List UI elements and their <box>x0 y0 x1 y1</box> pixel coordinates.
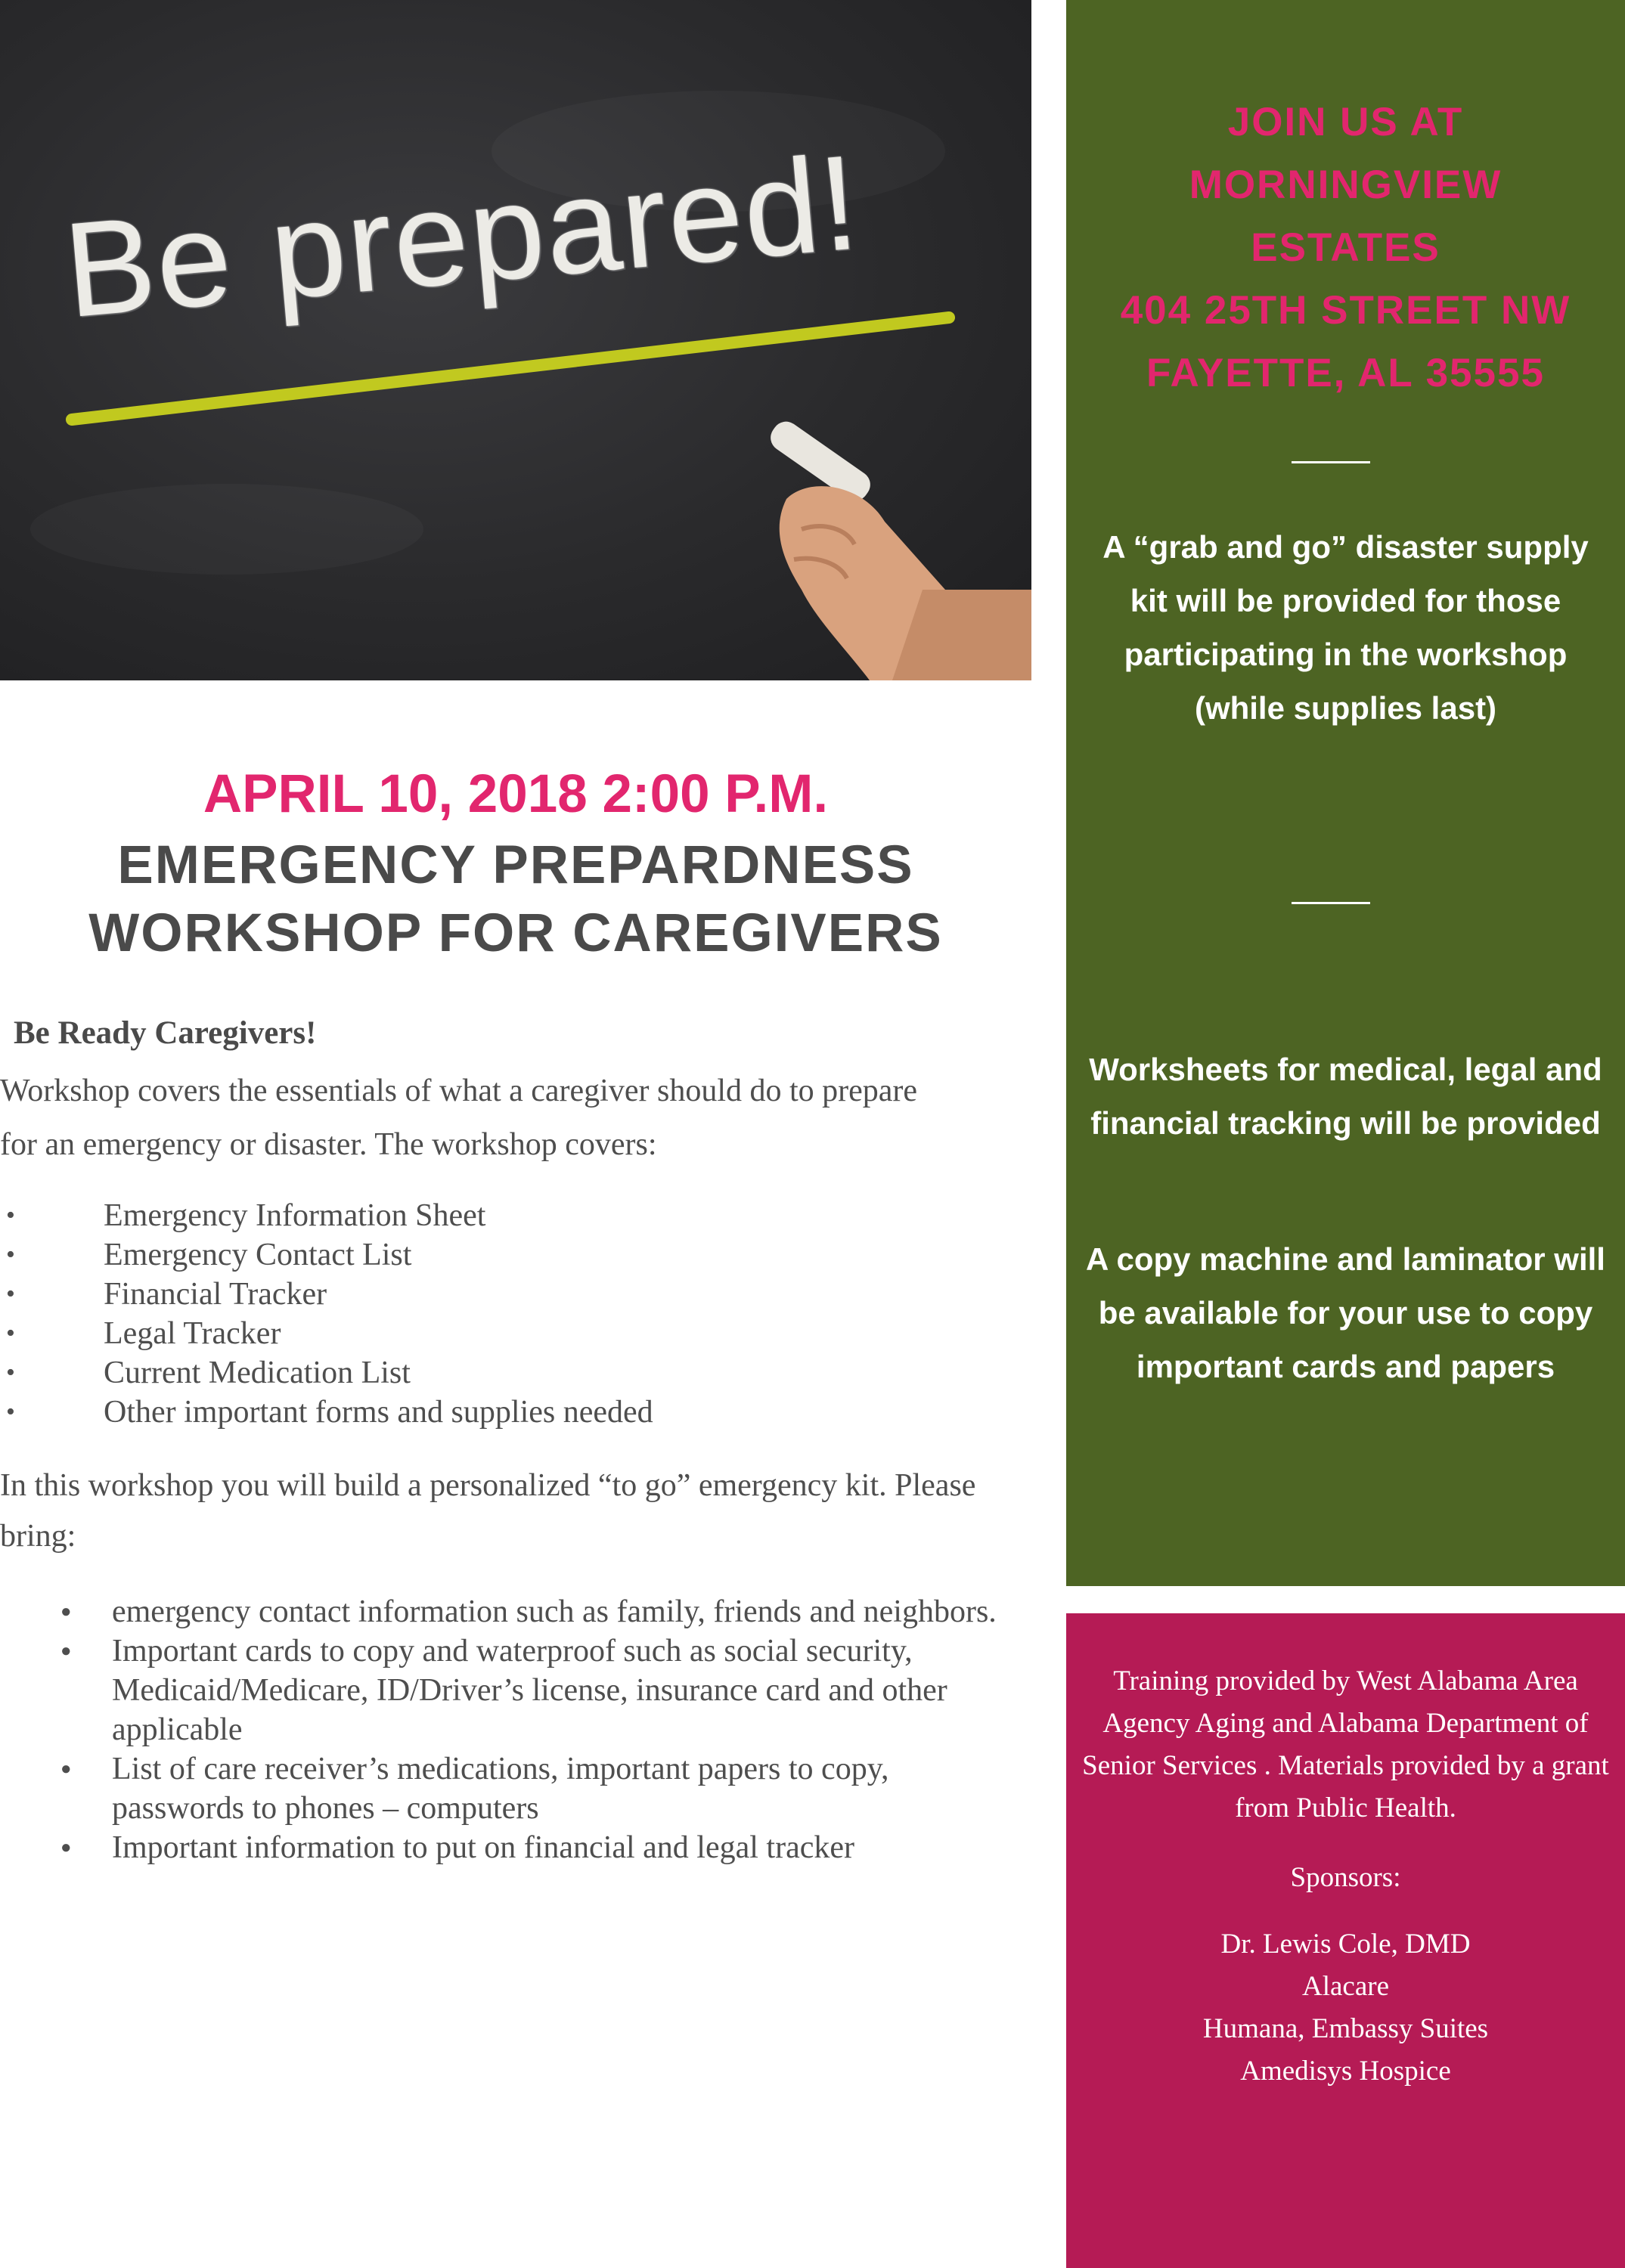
list-item: • Emergency Information Sheet <box>0 1196 653 1235</box>
intro-text-part2: for an emergency or disaster. The workshop covers: <box>0 1127 657 1162</box>
list-item: ● List of care receiver’s medications, important papers to copy, passwords to phones – computers <box>0 1749 1031 1828</box>
training-info: Training provided by West Alabama Area Agency Aging and Alabama Department of Senior Services . Materials provided by a grant from Public Health. <box>1082 1665 1609 1823</box>
hand-with-chalk-icon <box>765 417 1031 680</box>
workshop-covers-list <box>0 1196 653 1432</box>
list-item: • Financial Tracker <box>0 1275 653 1314</box>
sponsor-name: Humana, Embassy Suites <box>1202 2013 1489 2044</box>
address-street: 404 25TH STREET NW <box>1120 288 1571 333</box>
section-heading: Be Ready Caregivers! <box>14 1015 317 1051</box>
list-item: • Emergency Contact List <box>0 1235 653 1275</box>
list-item: ● emergency contact information such as family, friends and neighbors. <box>0 1592 1031 1631</box>
address-city: FAYETTE, AL 35555 <box>1146 351 1545 395</box>
divider <box>1292 461 1370 463</box>
copy-machine-info: A copy machine and laminator will be available for your use to copy important cards and papers <box>1086 1241 1605 1384</box>
list-item: ● Important cards to copy and waterproof such as social security, Medicaid/Medicare, ID/Driver’s license, insurance card and other applicable <box>0 1631 1031 1749</box>
location-info-panel <box>1066 0 1625 1586</box>
hero-headline-text: Be prepared! <box>58 126 866 346</box>
list-item: • Current Medication List <box>0 1353 653 1393</box>
sponsor-name: Amedisys Hospice <box>1240 2056 1451 2087</box>
sponsor-name: Dr. Lewis Cole, DMD <box>1220 1929 1471 1960</box>
divider <box>1292 902 1370 904</box>
event-title-line2: WORKSHOP FOR CAREGIVERS <box>88 903 943 963</box>
intro-paragraph <box>0 1064 1013 1172</box>
worksheets-info: Worksheets for medical, legal and financial tracking will be provided <box>1089 1052 1602 1141</box>
join-line: MORNINGVIEW <box>1189 163 1503 207</box>
sponsors-block <box>1081 1923 1610 2093</box>
please-bring-list <box>0 1592 1031 1867</box>
bring-intro-paragraph: In this workshop you will build a personalized “to go” emergency kit. Please bring: <box>0 1468 976 1554</box>
list-item: • Legal Tracker <box>0 1314 653 1353</box>
join-line: ESTATES <box>1251 225 1440 270</box>
kit-info: A “grab and go” disaster supply kit will be provided for those participating in the workshop (while supplies last) <box>1102 529 1589 726</box>
list-item: ● Important information to put on financial and legal tracker <box>0 1828 1031 1867</box>
event-title-line1: EMERGENCY PREPARDNESS <box>117 835 914 895</box>
event-title <box>0 832 1031 968</box>
location-heading <box>1066 91 1625 404</box>
event-date-time: APRIL 10, 2018 2:00 P.M. <box>203 764 829 824</box>
intro-text-part1: Workshop covers the essentials of what a caregiver should do to prepare <box>0 1074 918 1108</box>
sponsor-name: Alacare <box>1301 1971 1389 2002</box>
hero-chalkboard-image <box>0 0 1031 680</box>
join-line: JOIN US AT <box>1227 100 1464 144</box>
sponsor-panel <box>1066 1613 1625 2268</box>
sponsors-label: Sponsors: <box>1290 1862 1401 1893</box>
list-item: • Other important forms and supplies needed <box>0 1393 653 1432</box>
